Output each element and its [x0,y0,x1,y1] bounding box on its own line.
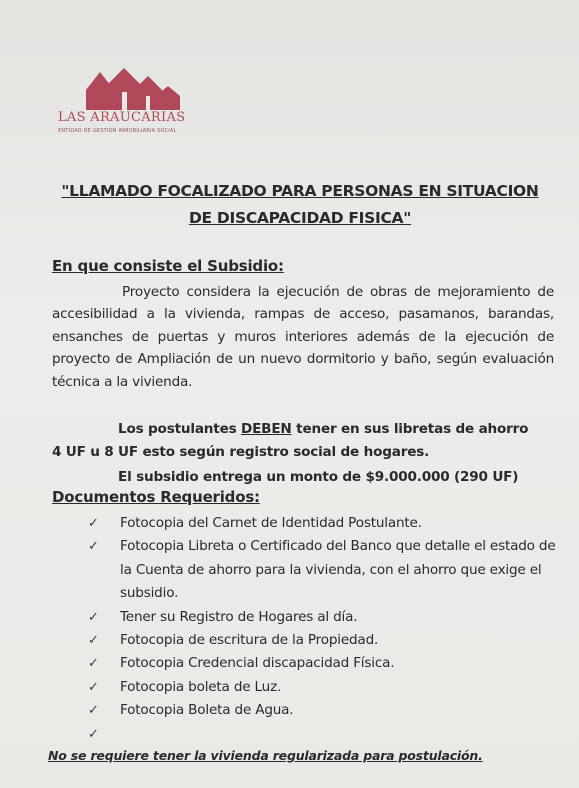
logo-name: LAS ARAUCARIAS [58,110,186,125]
savings-emphasis: DEBEN [241,421,292,437]
check-icon: ✓ [88,679,99,695]
title-line-1: "LLAMADO FOCALIZADO PARA PERSONAS EN SITUACION [61,182,539,200]
subsidy-heading: En que consiste el Subsidio: [52,257,284,275]
subsidy-amount: El subsidio entrega un monto de $9.000.000 (290 UF) [118,469,519,485]
check-icon: ✓ [88,633,99,649]
list-item: ✓ Fotocopia de escritura de la Propiedad. [88,629,558,652]
list-item: ✓ Fotocopia Boleta de Agua. [88,699,558,722]
subsidy-description [52,281,554,393]
subsidy-description-text: Proyecto considera la ejecución de obras de mejoramiento de accesibilidad a la vivienda, rampas de acceso, pasamanos, barandas, ensanches de puertas y muros interiores además de la ejecución de proyecto de Ampliación de un nuevo dormitorio y baño, según evaluación técnica a la vivienda. [52,284,554,390]
list-item: ✓ Fotocopia Libreta o Certificado del Banco que detalle el estado de la Cuenta de ahorro para la vivienda, con el ahorro que exige el subsidio. [88,535,558,605]
check-icon: ✓ [88,539,99,555]
list-item: ✓ Fotocopia Credencial discapacidad Física. [88,652,558,675]
page-title [40,178,560,232]
footnote: No se requiere tener la vivienda regularizada para postulación. [48,748,483,763]
title-line-2: DE DISCAPACIDAD FISICA" [188,209,412,227]
list-item: ✓ Tener su Registro de Hogares al día. [88,606,558,629]
houses-logo-icon [86,68,181,110]
check-icon: ✓ [88,726,99,742]
check-icon: ✓ [88,609,99,625]
savings-requirement-line2: 4 UF u 8 UF esto según registro social de hogares. [52,444,430,460]
documents-list [88,512,558,742]
list-item: ✓ Fotocopia del Carnet de Identidad Postulante. [88,512,558,535]
check-icon: ✓ [88,703,99,719]
documents-heading: Documentos Requeridos: [52,488,260,506]
list-item: ✓ Fotocopia boleta de Luz. [88,676,558,699]
check-icon: ✓ [88,516,99,531]
check-icon: ✓ [88,656,99,672]
logo-subtitle: ENTIDAD DE GESTION INMOBILIARIA SOCIAL [58,128,177,134]
savings-requirement: Los postulantes DEBEN tener en sus libretas de ahorro [118,421,529,437]
logo [58,68,208,148]
